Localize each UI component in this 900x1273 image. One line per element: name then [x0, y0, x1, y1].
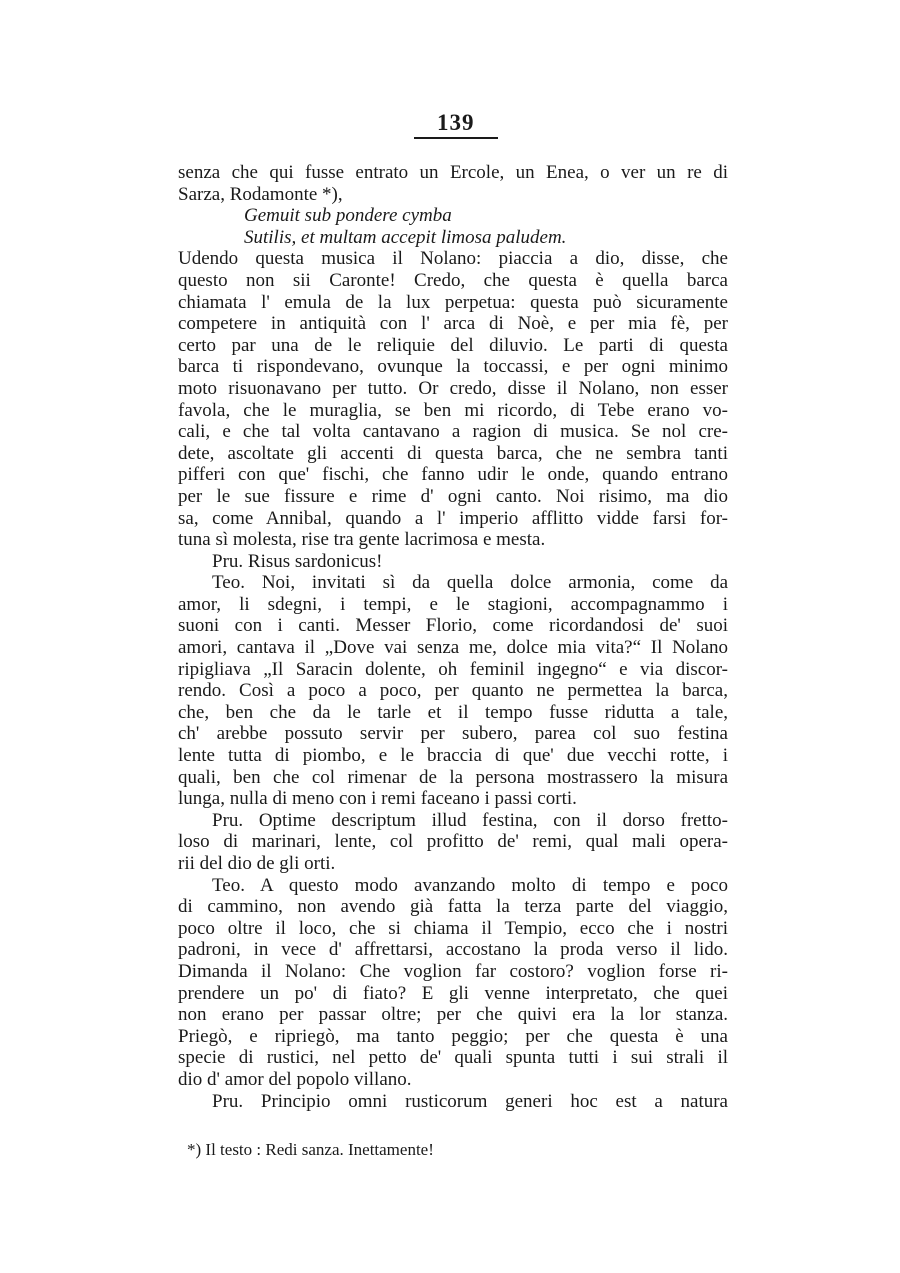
text-line: amori, cantava il „Dove vai senza me, dolce mia vita?“ Il Nolano [178, 637, 728, 659]
text-line: padroni, in vece d' affrettarsi, accostano la proda verso il lido. [178, 939, 728, 961]
page-number: 139 [437, 110, 475, 135]
text-line: Teo. Noi, invitati sì da quella dolce armonia, come da [212, 572, 728, 594]
text-line: Pru. Principio omni rusticorum generi hoc est a natura [212, 1090, 728, 1112]
text-line: pifferi con que' fischi, che fanno udir le onde, quando entrano [178, 464, 728, 486]
text-line: rii del dio de gli orti. [178, 853, 336, 874]
text-line: Sutilis, et multam accepit limosa paludem. [244, 226, 567, 248]
text-line: di cammino, non avendo già fatta la terza parte del viaggio, [178, 896, 728, 918]
text-line: ch' arebbe possuto servir per subero, parea col suo festina [178, 723, 728, 745]
text-line: Dimanda il Nolano: Che voglion far costoro? voglion forse ri- [178, 960, 728, 982]
text-line: lunga, nulla di meno con i remi faceano i passi corti. [178, 788, 577, 810]
text-line: prendere un po' di fiato? E gli venne interpretato, che quei [178, 982, 728, 1004]
text-line: dete, ascoltate gli accenti di questa barca, che ne sembra tanti [178, 442, 728, 464]
text-line: senza che qui fusse entrato un Ercole, un Enea, o ver un re di [178, 162, 728, 183]
text-line: moto risuonavano per tutto. Or credo, disse il Nolano, non esser [178, 377, 728, 399]
page-number-rule [414, 137, 498, 139]
text-line: Teo. A questo modo avanzando molto di tempo e poco [212, 874, 728, 896]
text-line: Sarza, Rodamonte *), [178, 183, 343, 205]
text-line: Udendo questa musica il Nolano: piaccia a dio, disse, che [178, 248, 728, 270]
body-text [178, 162, 728, 1112]
text-line: sa, come Annibal, quando a l' imperio afflitto vidde farsi for- [178, 507, 728, 529]
text-line: quali, ben che col rimenar de la persona mostrassero la misura [178, 766, 728, 788]
text-line: rendo. Così a poco a poco, per quanto ne permettea la barca, [178, 680, 728, 702]
text-line: favola, che le muraglia, se ben mi ricordo, di Tebe erano vo- [178, 399, 728, 421]
text-line: barca ti rispondevano, ovunque la toccassi, e per ogni minimo [178, 356, 728, 378]
text-line: Gemuit sub pondere cymba [244, 205, 452, 227]
text-line: non erano per passar oltre; per che quivi era la lor stanza. [178, 1004, 728, 1026]
text-line: Priegò, e ripriegò, ma tanto peggio; per che questa è una [178, 1025, 728, 1047]
text-line: Pru. Optime descriptum illud festina, con il dorso fretto- [212, 809, 728, 831]
text-line: cali, e che tal volta cantavano a ragion di musica. Se nol cre- [178, 421, 728, 443]
text-line: ripigliava „Il Saracin dolente, oh feminil ingegno“ e via discor- [178, 658, 728, 680]
text-line: Pru. Risus sardonicus! [212, 550, 383, 572]
text-line: suoni con i canti. Messer Florio, come ricordandosi de' suoi [178, 615, 728, 637]
text-line: competere in antiquità con l' arca di Noè, e per mia fè, per [178, 313, 728, 335]
text-line: tuna sì molesta, rise tra gente lacrimosa e mesta. [178, 529, 546, 551]
text-line: certo par una de le reliquie del diluvio. Le parti di questa [178, 334, 728, 356]
text-line: specie di rustici, nel petto de' quali spunta tutti i sui strali il [178, 1047, 728, 1069]
text-line: amor, li sdegni, i tempi, e le stagioni, accompagnammo i [178, 593, 728, 615]
footnote: *) Il testo : Redi sanza. Inettamente! [187, 1140, 434, 1159]
text-line: che, ben che da le tarle et il tempo fusse ridutta a tale, [178, 701, 728, 723]
text-line: dio d' amor del popolo villano. [178, 1068, 412, 1090]
text-line: chiamata l' emula de la lux perpetua: questa può sicuramente [178, 291, 728, 313]
text-line: questo non sii Caronte! Credo, che questa è quella barca [178, 269, 728, 291]
text-line: lente tutta di piombo, e le braccia di que' due vecchi rotte, i [178, 745, 728, 767]
text-line: poco oltre il loco, che si chiama il Tempio, ecco che i nostri [178, 917, 728, 939]
text-line: per le sue fissure e rime d' ogni canto. Noi risimo, ma dio [178, 485, 728, 507]
text-line: loso di marinari, lente, col profitto de' remi, qual mali opera- [178, 831, 728, 853]
